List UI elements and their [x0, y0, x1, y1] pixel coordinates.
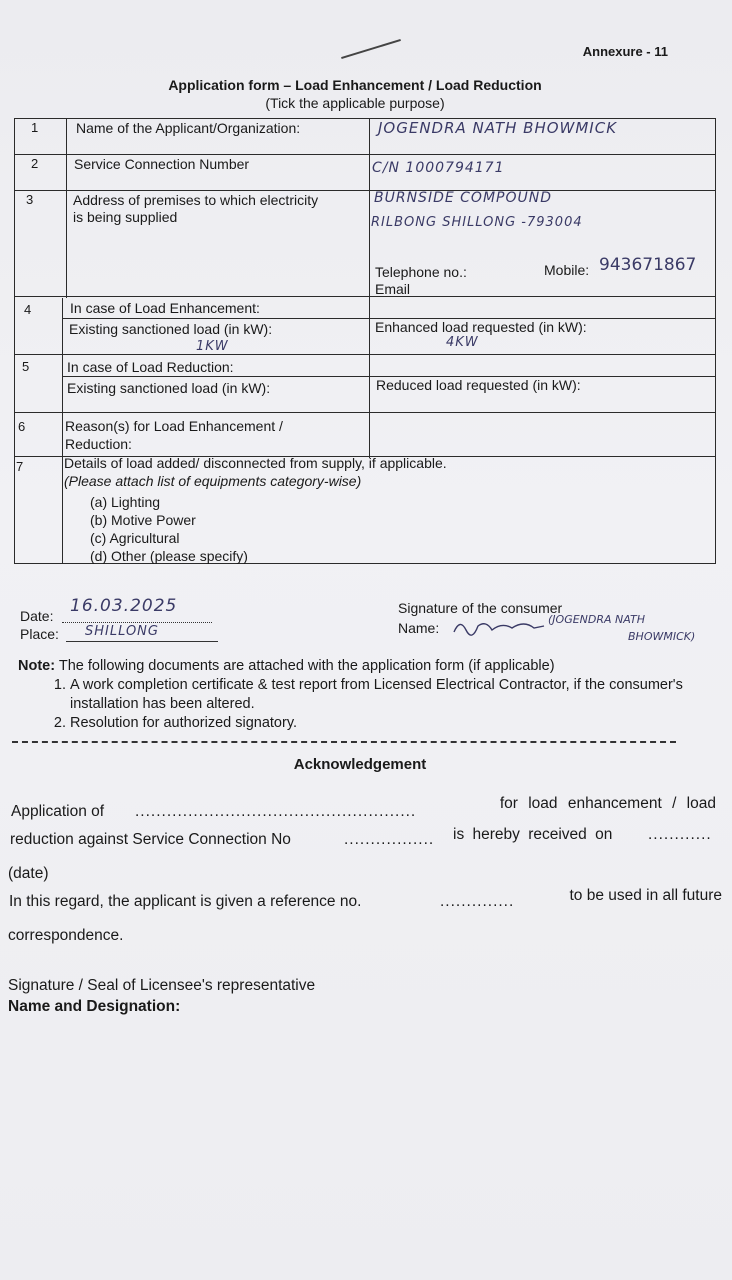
service-connection-value[interactable]: C/N 1000794171 [372, 160, 505, 176]
note-item: 2. Resolution for authorized signatory. [70, 714, 718, 733]
name-designation-label: Name and Designation: [8, 998, 181, 1015]
date-label: Date: [20, 608, 54, 624]
licensee-signature-block [8, 975, 315, 1017]
enhanced-load-label: Enhanced load requested (in kW): [375, 319, 587, 335]
address-label-line2: is being supplied [73, 209, 178, 225]
note-item: 1. A work completion certificate & test report from Licensed Electrical Contractor, if the consumer's installation has been altered. [70, 676, 718, 714]
load-details-subtext: (Please attach list of equipments category-wise) [64, 473, 362, 489]
signature-label: Signature of the consumer [398, 600, 563, 616]
address-label-line1: Address of premises to which electricity [73, 192, 319, 208]
mobile-value[interactable]: 943671867 [599, 255, 697, 275]
name-value[interactable]: (JOGENDRA NATH [548, 613, 645, 626]
acknowledgement-heading: Acknowledgement [293, 756, 427, 773]
form-title: Application form – Load Enhancement / Load Reduction [168, 77, 542, 93]
reason-label-line2: Reduction: [65, 436, 132, 452]
load-reduction-label: In case of Load Reduction: [67, 359, 234, 375]
note-section [18, 657, 718, 733]
load-item-other: (d) Other (please specify) [90, 548, 248, 564]
row-number: 3 [26, 192, 34, 207]
row-number: 1 [31, 120, 39, 135]
row-number: 7 [16, 459, 24, 474]
note-text: The following documents are attached with the application form (if applicable) [58, 658, 555, 674]
annexure-number: Annexure - 11 [582, 44, 668, 59]
row-number: 6 [18, 419, 26, 434]
place-value[interactable]: SHILLONG [85, 624, 159, 639]
reduced-load-label: Reduced load requested (in kW): [376, 377, 581, 393]
name-label: Name: [398, 620, 440, 636]
row-number: 2 [31, 156, 39, 171]
enhanced-load-value[interactable]: 4KW [446, 335, 479, 350]
load-details-label: Details of load added/ disconnected from supply, if applicable. [64, 455, 447, 471]
cut-line-divider [12, 741, 676, 743]
load-item-agricultural: (c) Agricultural [90, 530, 180, 546]
signature-scribble [452, 616, 547, 638]
existing-load-reduction-label: Existing sanctioned load (in kW): [67, 380, 271, 396]
existing-load-value[interactable]: 1KW [196, 339, 229, 354]
load-item-lighting: (a) Lighting [90, 494, 161, 510]
ack-line-3: (date) [8, 865, 49, 882]
form-page: Annexure - 11 Application form – Load Enhancement / Load Reduction (Tick the applicable purpose) 1 Name of the Applicant/Organization: JOGENDRA NATH BHOWMICK 2 Service Connection Number C/N 1000794171 3 Address of premises to which electricity is being supplied BURNSIDE COMPOUND RILBONG SHILLONG -793004 Telephone no.: Email Mobile: 943671867 4 In case of Load Enhancement: Existing sanctioned load (in kW): 1KW Enhanced load requested (in kW): 4KW 5 In case of Load Reduction: Existing sanctioned load (in kW): Reduced load requested (in kW): 6 Reason(s) for Load Enhancement / Reduction: 7 Details of load added/ disconnected from supply, if applicable. (Please attach list of equipments category-wise) (a) Lighting (b) Motive Power (c) Agricultural (d) Other (please specify) Date: 16.03.2025 Place: SHILLONG Signature of the consumer Name: (JOGENDRA NATH BHOWMICK) Note: The following documents are attached with the application form (if applicable) 1. A work completion certificate & test report from Licensed Electrical Contractor, if the consumer's installation has been altered. 2. Resolution for authorized signatory. Acknowledgement Application of ..................................................... for load enhancement / load reduction against Service Connection No ................. is hereby received on ............ (date) In this regard, the applicant is given a reference no. .............. to be used in all future correspondence. Signature / Seal of Licensee's representative Name and Designation: [0, 0, 732, 1280]
row-number: 4 [24, 302, 32, 317]
ack-line-5: correspondence. [8, 927, 124, 944]
place-label: Place: [20, 626, 59, 642]
applicant-name-value[interactable]: JOGENDRA NATH BHOWMICK [378, 119, 618, 137]
application-table [14, 118, 716, 564]
name-value-line2[interactable]: BHOWMICK) [628, 630, 696, 643]
telephone-label: Telephone no.: [375, 264, 467, 280]
handwritten-tick-mark [341, 39, 401, 59]
load-item-motive-power: (b) Motive Power [90, 512, 196, 528]
form-subtitle: (Tick the applicable purpose) [265, 95, 445, 111]
applicant-name-label: Name of the Applicant/Organization: [76, 120, 301, 136]
email-label: Email [375, 281, 411, 297]
load-enhancement-label: In case of Load Enhancement: [70, 300, 260, 316]
reason-label-line1: Reason(s) for Load Enhancement / [65, 418, 283, 434]
address-value-line2[interactable]: RILBONG SHILLONG -793004 [371, 215, 583, 230]
service-connection-label: Service Connection Number [74, 156, 250, 172]
existing-load-label: Existing sanctioned load (in kW): [69, 321, 273, 337]
note-label: Note: [18, 658, 56, 674]
date-value[interactable]: 16.03.2025 [70, 596, 178, 616]
address-value-line1[interactable]: BURNSIDE COMPOUND [374, 190, 552, 206]
mobile-label: Mobile: [544, 262, 590, 278]
licensee-signature-label: Signature / Seal of Licensee's representative [8, 977, 316, 994]
row-number: 5 [22, 359, 30, 374]
